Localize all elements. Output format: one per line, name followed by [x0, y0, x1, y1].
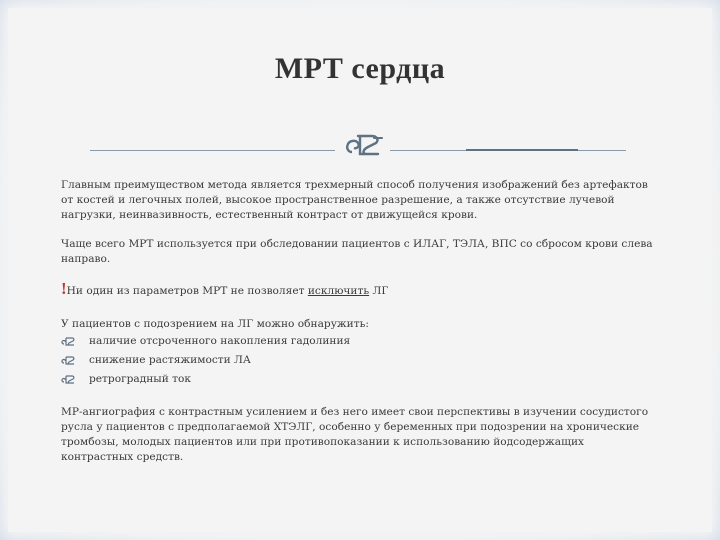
list-item [61, 370, 659, 389]
scroll-bullet-icon [61, 374, 75, 385]
scroll-bullet-icon [61, 355, 75, 366]
divider-line-accent [466, 149, 578, 151]
warning-text-after: ЛГ [369, 285, 389, 297]
warning-mark: ! [61, 279, 67, 298]
findings-intro: У пациентов с подозрением на ЛГ можно обнаружить: [61, 318, 369, 330]
scroll-ornament-icon [338, 130, 386, 160]
list-item [61, 351, 659, 370]
warning-text-underlined: исключить [307, 285, 370, 297]
finding-label: снижение растяжимости ЛА [89, 354, 251, 366]
paragraph-usage: Чаще всего МРТ используется при обследовании пациентов с ИЛАГ, ТЭЛА, ВПС со сбросом крови слева направо. [61, 238, 653, 265]
list-item [61, 332, 659, 351]
paragraph-advantages: Главным преимуществом метода является трехмерный способ получения изображений без артефактов от костей и легочных полей, высокое пространственное разрешение, а также отсутствие лучевой нагрузки, неинвазивность, естественный контраст от движущейся крови. [61, 179, 648, 221]
paragraph-angiography: МР-ангиография с контрастным усилением и без него имеет свои перспективы в изучении сосудистого русла у пациентов с предполагаемой ХТЭЛГ, особенно у беременных при подозрении на хронические тромбозы, молодых пациентов или при противопоказании к использованию йодсодержащих контрастных средств. [61, 406, 649, 463]
warning-line [61, 281, 659, 299]
slide-title: МРТ сердца [274, 52, 446, 85]
finding-label: наличие отсроченного накопления гадолиния [89, 335, 351, 347]
finding-label: ретроградный ток [89, 373, 192, 385]
scroll-bullet-icon [61, 336, 75, 347]
divider-line-left [90, 150, 335, 151]
warning-text-before: Ни один из параметров МРТ не позволяет [66, 285, 308, 297]
findings-list [61, 332, 659, 389]
slide-content [61, 178, 659, 479]
